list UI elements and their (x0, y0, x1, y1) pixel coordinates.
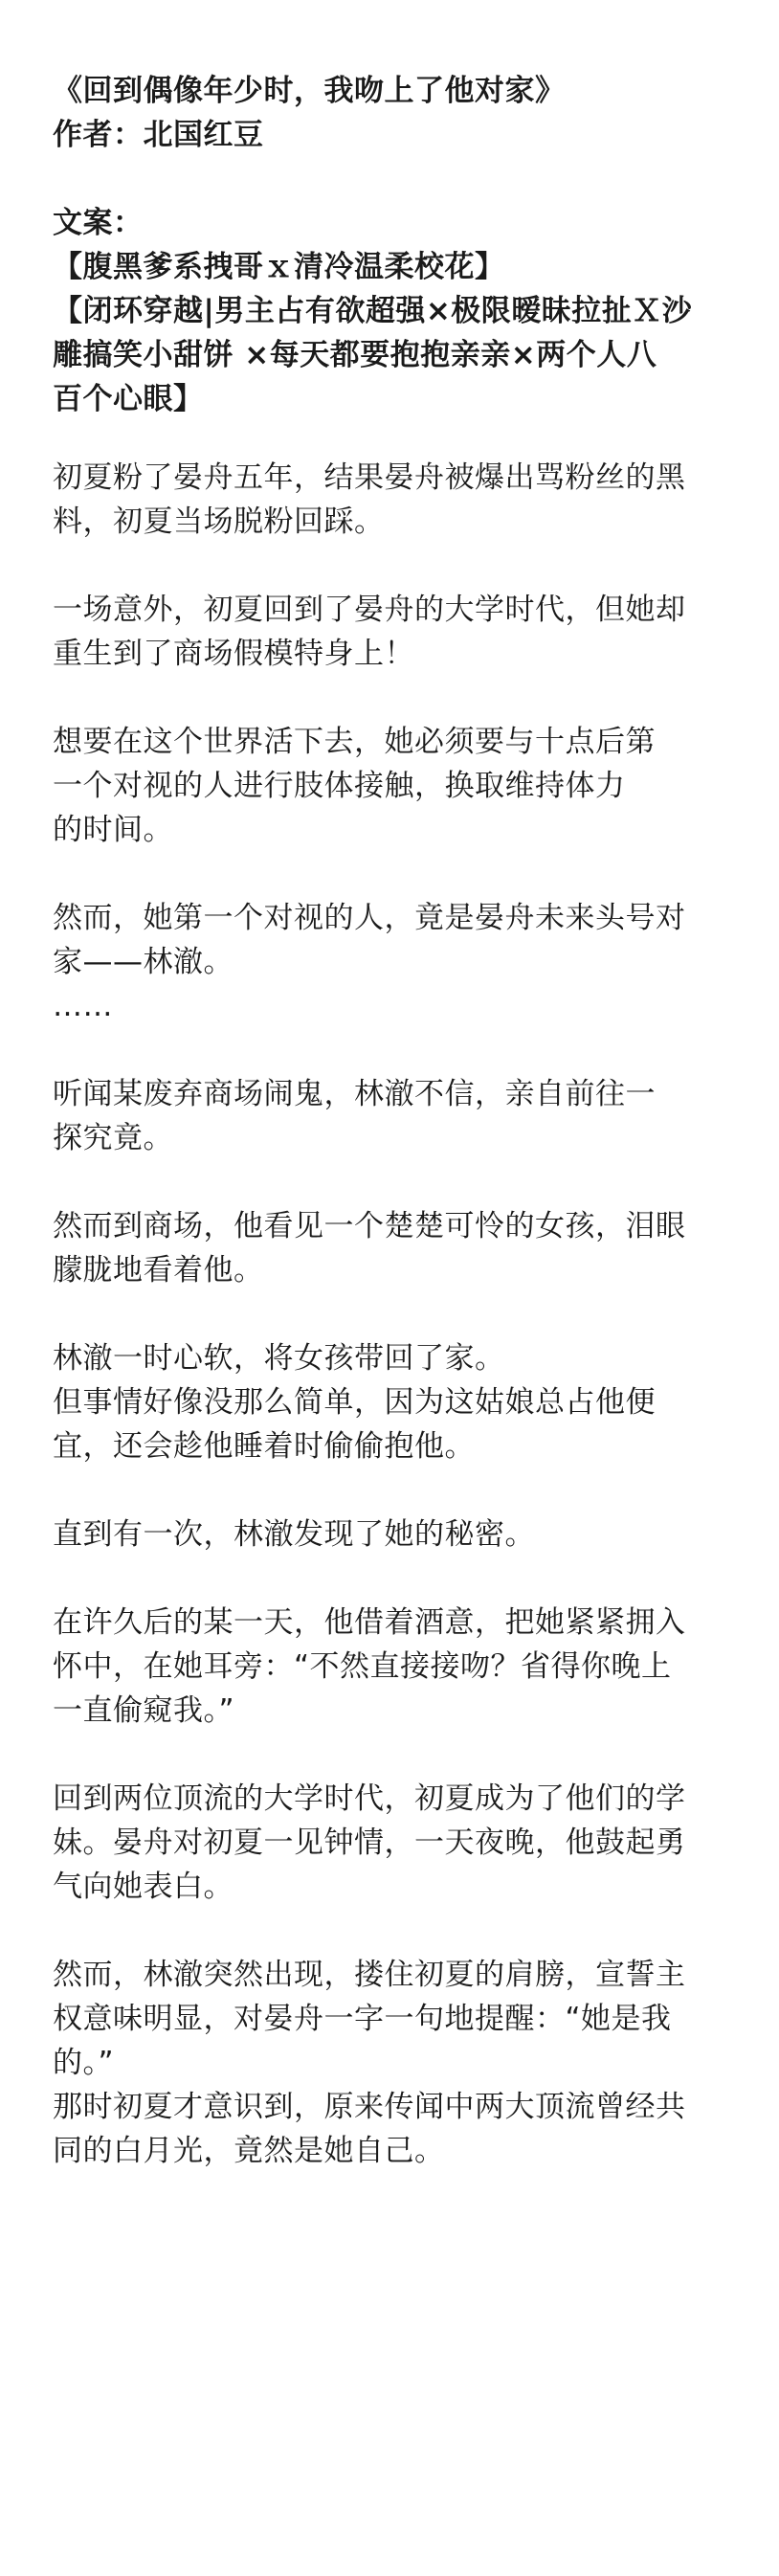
synopsis-paragraph (53, 588, 761, 676)
synopsis-line: 气向她表白。 (53, 1870, 234, 1904)
synopsis-paragraph (53, 1777, 761, 1909)
synopsis-line: 一直偷窥我。” (53, 1693, 235, 1728)
synopsis-line: 料，初夏当场脱粉回踩。 (53, 504, 385, 539)
synopsis-line: …… (53, 989, 113, 1023)
synopsis-line: 那时初夏才意识到，原来传闻中两大顶流曾经共 (53, 2090, 686, 2124)
synopsis-paragraph (53, 1601, 761, 1733)
synopsis-paragraph (53, 456, 761, 544)
synopsis-paragraph (53, 720, 761, 852)
synopsis-paragraph (53, 1072, 761, 1160)
spacer (53, 852, 761, 896)
synopsis-line: 听闻某废弃商场闹鬼，林澈不信，亲自前往一 (53, 1077, 656, 1111)
spacer (53, 1557, 761, 1601)
spacer (53, 1909, 761, 1953)
spacer (53, 157, 761, 201)
synopsis-paragraph (53, 1204, 761, 1292)
spacer (53, 1733, 761, 1777)
synopsis-paragraph (53, 896, 761, 1028)
spacer (53, 421, 761, 456)
spacer (53, 1160, 761, 1204)
spacer (53, 1028, 761, 1072)
synopsis-line: 朦胧地看着他。 (53, 1253, 264, 1288)
spacer (53, 1292, 761, 1336)
synopsis-line: 权意味明显，对晏舟一字一句地提醒：“她是我 (53, 2002, 672, 2036)
synopsis-line: 探究竟。 (53, 1121, 173, 1155)
synopsis-line: 想要在这个世界活下去，她必须要与十点后第 (53, 725, 656, 759)
synopsis-line: 林澈一时心软，将女孩带回了家。 (53, 1341, 505, 1376)
blurb-tag-2-line: 雕搞笑小甜饼 ×每天都要抱抱亲亲×两个人八 (53, 338, 657, 372)
synopsis-line: 但事情好像没那么简单，因为这姑娘总占他便 (53, 1385, 656, 1420)
synopsis-body (53, 456, 761, 2173)
synopsis-line: 一场意外，初夏回到了晏舟的大学时代，但她却 (53, 593, 686, 627)
book-title: 《回到偶像年少时，我吻上了他对家》 (53, 74, 566, 108)
synopsis-line: 直到有一次，林澈发现了她的秘密。 (53, 1517, 535, 1552)
synopsis-line: 的。” (53, 2046, 115, 2080)
synopsis-line: 家——林澈。 (53, 945, 234, 979)
blurb-label: 文案： (53, 206, 144, 240)
synopsis-line: 的时间。 (53, 813, 173, 847)
synopsis-line: 重生到了商场假模特身上！ (53, 637, 414, 671)
synopsis-line: 然而，她第一个对视的人，竟是晏舟未来头号对 (53, 901, 686, 935)
blurb-tag-2-line: 【闭环穿越|男主占有欲超强×极限暧昧拉扯Ｘ沙 (53, 294, 693, 328)
book-author: 作者：北国红豆 (53, 118, 264, 152)
synopsis-paragraph (53, 1953, 761, 2173)
spacer (53, 544, 761, 588)
synopsis-line: 妹。晏舟对初夏一见钟情，一天夜晚，他鼓起勇 (53, 1826, 686, 1860)
blurb-tag-1: 【腹黑爹系拽哥ｘ清冷温柔校花】 (53, 250, 505, 284)
synopsis-line: 在许久后的某一天，他借着酒意，把她紧紧拥入 (53, 1605, 686, 1640)
synopsis-paragraph (53, 1512, 761, 1557)
synopsis-line: 怀中，在她耳旁：“不然直接接吻？省得你晚上 (53, 1649, 672, 1684)
synopsis-line: 初夏粉了晏舟五年，结果晏舟被爆出骂粉丝的黑 (53, 460, 686, 495)
synopsis-line: 然而到商场，他看见一个楚楚可怜的女孩，泪眼 (53, 1209, 686, 1243)
spacer (53, 1468, 761, 1512)
synopsis-line: 宜，还会趁他睡着时偷偷抱他。 (53, 1429, 475, 1464)
synopsis-line: 然而，林澈突然出现，搂住初夏的肩膀，宣誓主 (53, 1958, 686, 1992)
article (53, 69, 761, 2173)
synopsis-line: 同的白月光，竟然是她自己。 (53, 2134, 445, 2168)
synopsis-paragraph (53, 1336, 761, 1468)
synopsis-line: 回到两位顶流的大学时代，初夏成为了他们的学 (53, 1781, 686, 1816)
spacer (53, 676, 761, 720)
blurb-tag-2-line: 百个心眼】 (53, 382, 204, 416)
synopsis-line: 一个对视的人进行肢体接触，换取维持体力 (53, 769, 626, 803)
